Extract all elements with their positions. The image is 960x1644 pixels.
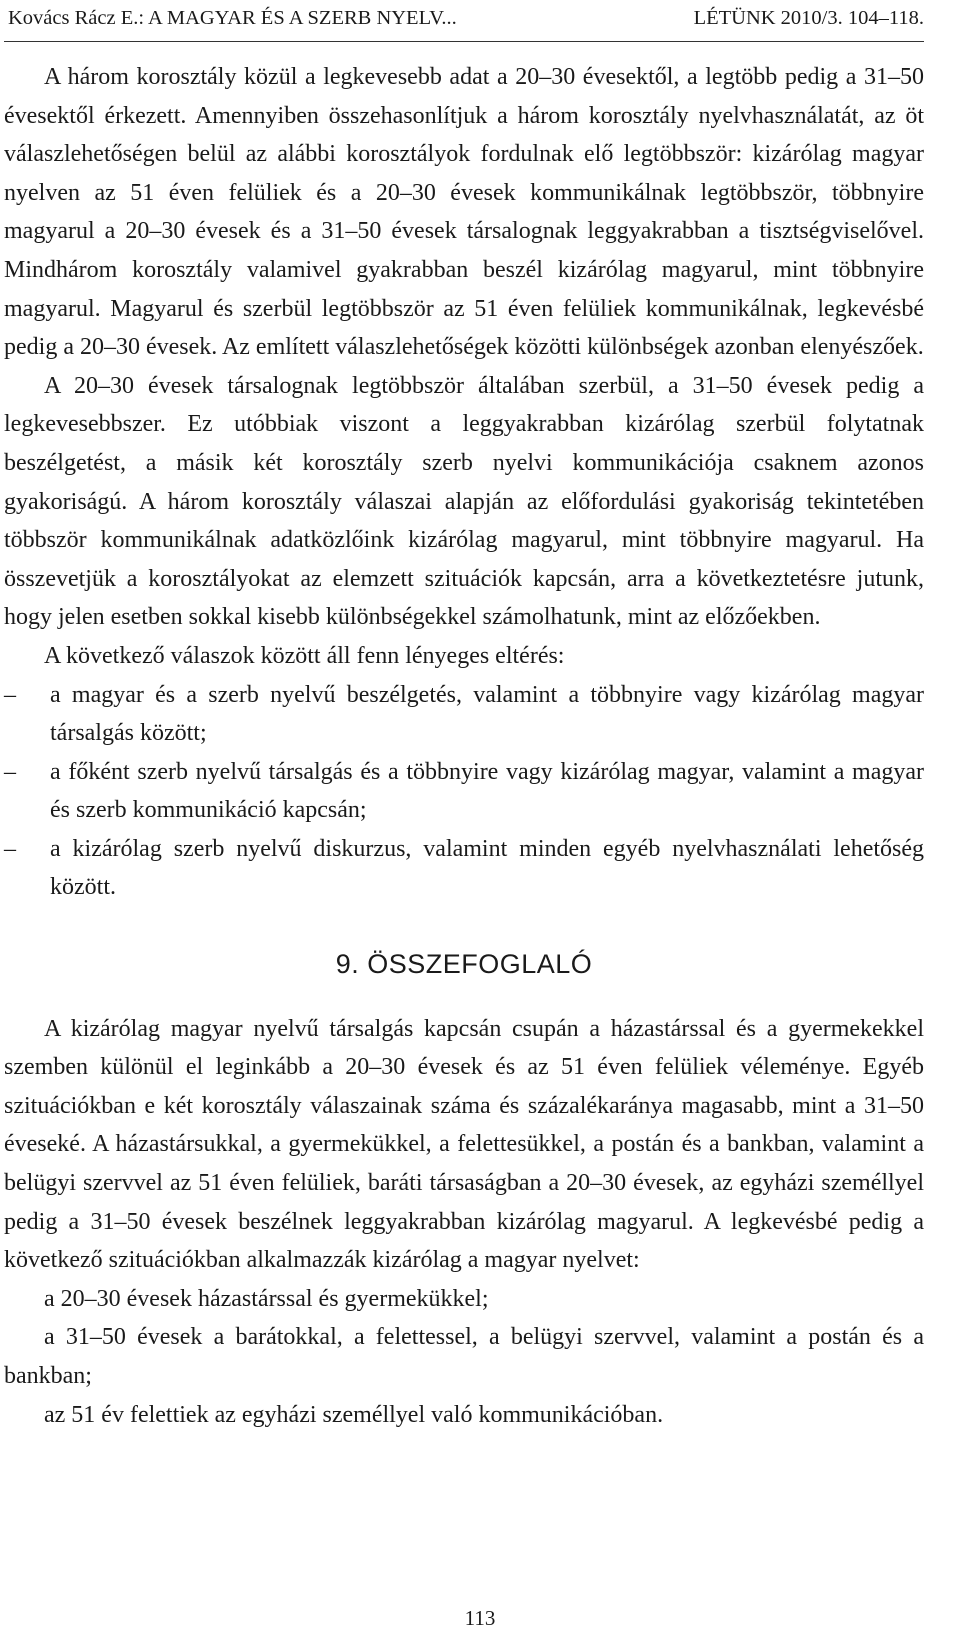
page-number: 113 xyxy=(464,1606,496,1630)
paragraph-summary: A kizárólag magyar nyelvű társalgás kapcsán csupán a házastárssal és a gyermekekkel szemben különül el leginkább a 20–30 évesek és az 51 éven felüliek véleménye. Egyéb szituációkban e két korosztály válaszainak száma és százalékaránya magasabb, mint a 31–50 éveseké. A házastársukkal, a gyermekükkel, a felettesükkel, a postán és a bankban, valamint a belügyi szervvel az 51 éven felüliek, baráti társaságban a 20–30 évesek, az egyházi személlyel pedig a 31–50 évesek beszélnek leggyakrabban kizárólag magyarul. A legkevésbé pedig a következő szituációkban alkalmazzák kizárólag a magyar nyelvet: xyxy=(4,1015,924,1274)
paragraph-summary-item-1: a 20–30 évesek házastárssal és gyermekükkel; xyxy=(44,1285,489,1312)
dash-marker: – xyxy=(4,835,16,862)
paragraph-summary-item-2: a 31–50 évesek a barátokkal, a felettessel, a belügyi szervvel, valamint a postán és a bankban; xyxy=(4,1324,924,1389)
list-item-text: a magyar és a szerb nyelvű beszélgetés, valamint a többnyire vagy kizárólag magyar társalgás között; xyxy=(50,681,924,747)
list-item xyxy=(4,676,924,753)
page-body xyxy=(4,58,924,1434)
header-rule xyxy=(4,41,924,42)
running-title: Kovács Rácz E.: A MAGYAR ÉS A SZERB NYELV... xyxy=(8,7,457,29)
journal-reference: LÉTÜNK 2010/3. 104–118. xyxy=(693,7,924,29)
paragraph-age-groups: A három korosztály közül a legkevesebb adat a 20–30 évesektől, a legtöbb pedig a 31–50 évesektől érkezett. Amennyiben összehasonlítjuk a három korosztály nyelvhasználatát, az öt válaszlehetőségen belül az alábbi korosztályok fordulnak elő legtöbbször: kizárólag magyar nyelven az 51 éven felüliek és a 20–30 évesek kommunikálnak legtöbbször, többnyire magyarul a 20–30 évesek és a 31–50 évesek társalognak leggyakrabban a tisztségviselővel. Mindhárom korosztály valamivel gyakrabban beszél kizárólag magyarul, mint többnyire magyarul. Magyarul és szerbül legtöbbször az 51 éven felüliek kommunikálnak, legkevésbé pedig a 20–30 évesek. Az említett válaszlehetőségek közötti különbségek azonban elenyészőek. xyxy=(4,64,924,361)
list-item xyxy=(4,753,924,830)
difference-list xyxy=(4,676,924,908)
dash-marker: – xyxy=(4,681,16,708)
paragraph-serbian-usage: A 20–30 évesek társalognak legtöbbször általában szerbül, a 31–50 évesek pedig a legkevesebbszer. Ez utóbbiak viszont a leggyakrabban kizárólag szerbül folytatnak beszélgetést, a másik két korosztály szerb nyelvi kommunikációja csaknem azonos gyakoriságú. A három korosztály válaszai alapján az előfordulási gyakoriság tekintetében többször kommunikálnak adatközlőink kizárólag magyarul, mint többnyire magyarul. Ha összevetjük a korosztályokat az elemzett szituációk kapcsán, arra a következtetésre jutunk, hogy jelen esetben sokkal kisebb különbségekkel számolhatunk, mint az előzőekben. xyxy=(4,372,924,631)
dash-marker: – xyxy=(4,758,16,785)
paragraph-list-intro: A következő válaszok között áll fenn lényeges eltérés: xyxy=(44,642,565,669)
paragraph-summary-item-3: az 51 év felettiek az egyházi személlyel való kommunikációban. xyxy=(44,1401,664,1428)
list-item-text: a főként szerb nyelvű társalgás és a többnyire vagy kizárólag magyar, valamint a magyar és szerb kommunikáció kapcsán; xyxy=(50,758,924,824)
list-item-text: a kizárólag szerb nyelvű diskurzus, valamint minden egyéb nyelvhasználati lehetőség között. xyxy=(50,835,924,901)
list-item xyxy=(4,830,924,907)
section-heading: 9. ÖSSZEFOGLALÓ xyxy=(335,949,593,980)
